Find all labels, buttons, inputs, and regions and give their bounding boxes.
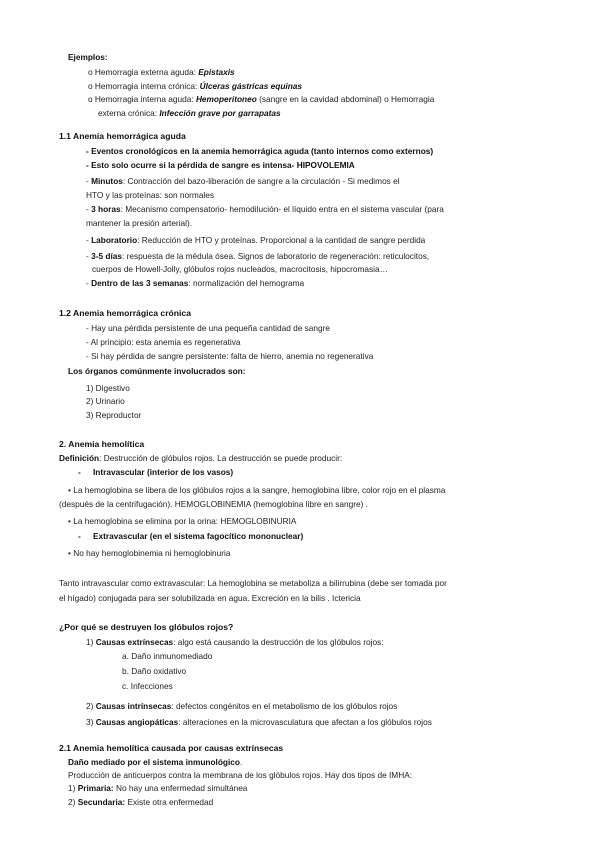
cause-1-text: : algo está causando la destrucción de los glóbulos rojos: [173, 637, 384, 647]
definition-text: : Destrucción de glóbulos rojos. La destrucción se puede producir: [99, 453, 343, 463]
immune-damage-label: Daño mediado por el sistema inmunológico [68, 757, 240, 767]
cause-3-text: : alteraciones en la microvasculatura que afectan a los glóbulos rojos [178, 717, 432, 727]
example-item-2-text: o Hemorragia interna crónica: [88, 81, 200, 91]
imha-secondary [68, 797, 213, 808]
s11-line-10-text: : normalización del hemograma [188, 278, 305, 288]
s11-line-6: mantener la presión arterial). [86, 218, 193, 228]
s11-line-8-bold: 3-5 días [91, 251, 122, 261]
s11-line-3-text: : Contracción del bazo-liberación de sangre a la circulación - Si medimos el [122, 176, 400, 186]
imha-primary [68, 783, 247, 794]
s11-line-7-bold: Laboratorio [91, 235, 138, 245]
s11-line-4: HTO y las proteínas: son normales [86, 190, 215, 200]
s11-line-3-dash: - [86, 176, 92, 186]
hemolysis-bullet-1a: • La hemoglobina se libera de los glóbulos rojos a la sangre, hemoglobina libre, color rojo en el plasma [68, 485, 446, 495]
example-item-1-text: o Hemorragia externa aguda: [88, 67, 199, 77]
intravascular-heading: Intravascular (interior de los vasos) [93, 467, 234, 477]
s11-line-5-bold: 3 horas [91, 204, 121, 214]
s12-line-3: - Si hay pérdida de sangre persistente: falta de hierro, anemia no regenerativa [86, 351, 374, 361]
s12-line-2: - Al principio: esta anemia es regenerativa [86, 337, 241, 347]
s11-line-10-bold: Dentro de las 3 semanas [91, 278, 189, 288]
cause-3-label: Causas angiopáticas [95, 717, 179, 727]
organ-item-3: 3) Reproductor [86, 410, 142, 420]
example-item-4 [98, 108, 281, 119]
s12-line-1: - Hay una pérdida persistente de una pequeña cantidad de sangre [86, 323, 331, 333]
immune-damage-heading [68, 757, 242, 768]
example-item-3 [88, 94, 434, 105]
s11-line-3 [86, 176, 400, 187]
cause-1-sub-c: c. Infecciones [122, 681, 173, 691]
bilirubin-line-2: el hígado) conjugada para ser solubilizada en agua. Excreción en la bilis . Ictericia [59, 593, 361, 603]
bilirubin-line-1: Tanto intravascular como extravascular: La hemoglobina se metaboliza a bilirrubina (debe ser tomada por [59, 578, 447, 588]
imha-primary-text: No hay una enfermedad simultánea [113, 783, 248, 793]
definition-label: Definición [59, 453, 100, 463]
s11-line-7-dash: - [86, 235, 92, 245]
s11-line-2: - Esto solo ocurre si la pérdida de sangre es intensa- HIPOVOLEMIA [86, 160, 355, 170]
example-item-3-text: o Hemorragia interna aguda: [88, 94, 196, 104]
hemolysis-bullet-1b: (después de la centrifugación). HEMOGLOBINEMIA (hemoglobina libre en sangre) . [59, 499, 368, 509]
cause-1-number: 1) [86, 637, 96, 647]
imha-primary-label: Primaria: [77, 783, 114, 793]
extravascular-heading: Extravascular (en el sistema fagocítico mononuclear) [93, 531, 304, 541]
definition-line [59, 453, 342, 464]
why-heading: ¿Por qué se destruyen los glóbulos rojos? [59, 622, 234, 632]
examples-title: Ejemplos: [68, 52, 108, 62]
s11-line-8-text: : respuesta de la médula ósea. Signos de laboratorio de regeneración: reticulocitos, [121, 251, 430, 261]
organs-heading: Los órganos comúnmente involucrados son: [68, 366, 246, 376]
example-item-3-emph: Hemoperitoneo [195, 94, 257, 104]
organ-item-2: 2) Urinario [86, 396, 125, 406]
cause-3-number: 3) [86, 717, 96, 727]
imha-secondary-text: Existe otra enfermedad [125, 797, 214, 807]
immune-damage-period: . [239, 757, 243, 767]
example-item-1-emph: Epistaxis [198, 67, 235, 77]
extravascular-dash: - [78, 531, 81, 541]
s11-line-5-dash: - [86, 204, 92, 214]
cause-2-text: : defectos congénitos en el metabolismo de los glóbulos rojos [171, 701, 398, 711]
imha-secondary-label: Secundaria: [77, 797, 126, 807]
cause-2 [86, 701, 397, 712]
imha-intro: Producción de anticuerpos contra la membrana de los glóbulos rojos. Hay dos tipos de IMHA: [68, 770, 413, 780]
intravascular-dash: - [78, 467, 81, 477]
s11-line-5-text: : Mecanismo compensatorio- hemodilución- el líquido entra en el sistema vascular (para [120, 204, 444, 214]
example-item-4-emph: Infección grave por garrapatas [159, 108, 281, 118]
cause-1-sub-a: a. Daño inmunomediado [122, 651, 213, 661]
organ-item-1: 1) Digestivo [86, 383, 130, 393]
s11-line-3-bold: Minutos [91, 176, 123, 186]
cause-1-sub-b: b. Daño oxidativo [122, 666, 187, 676]
cause-2-label: Causas intrínsecas [95, 701, 172, 711]
example-item-4-text: externa crónica: [98, 108, 160, 118]
hemolysis-bullet-2: • La hemoglobina se elimina por la orina: HEMOGLOBINURIA [68, 516, 297, 526]
example-item-3-suffix: (sangre en la cavidad abdominal) o Hemorragia [256, 94, 435, 104]
s11-line-1: - Eventos cronológicos en la anemia hemorrágica aguda (tanto internos como externos) [86, 146, 434, 156]
section-2-1-title: 2.1 Anemia hemolítica causada por causas extrínsecas [59, 743, 284, 753]
s11-line-8-dash: - [86, 251, 92, 261]
cause-1 [86, 637, 384, 648]
s11-line-7-text: : Reducción de HTO y proteínas. Proporcional a la cantidad de sangre perdida [137, 235, 426, 245]
cause-1-label: Causas extrínsecas [95, 637, 174, 647]
cause-3 [86, 717, 432, 728]
cause-2-number: 2) [86, 701, 96, 711]
section-2-title: 2. Anemia hemolítica [59, 439, 145, 449]
example-item-2-emph: Úlceras gástricas equinas [199, 81, 302, 91]
section-1-1-title: 1.1 Anemia hemorrágica aguda [59, 131, 186, 141]
s11-line-5 [86, 204, 444, 215]
s11-line-10 [86, 278, 304, 289]
example-item-2 [88, 81, 302, 92]
imha-secondary-number: 2) [68, 797, 78, 807]
example-item-1 [88, 67, 235, 78]
s11-line-10-dash: - [86, 278, 92, 288]
section-1-2-title: 1.2 Anemia hemorrágica crónica [59, 308, 191, 318]
s11-line-9: cuerpos de Howell-Jolly, glóbulos rojos nucleados, macrocitosis, hipocromasia… [92, 264, 388, 274]
s11-line-7 [86, 235, 425, 246]
hemolysis-bullet-3: • No hay hemoglobinemia ni hemoglobinuria [68, 548, 231, 558]
imha-primary-number: 1) [68, 783, 78, 793]
s11-line-8 [86, 251, 429, 262]
